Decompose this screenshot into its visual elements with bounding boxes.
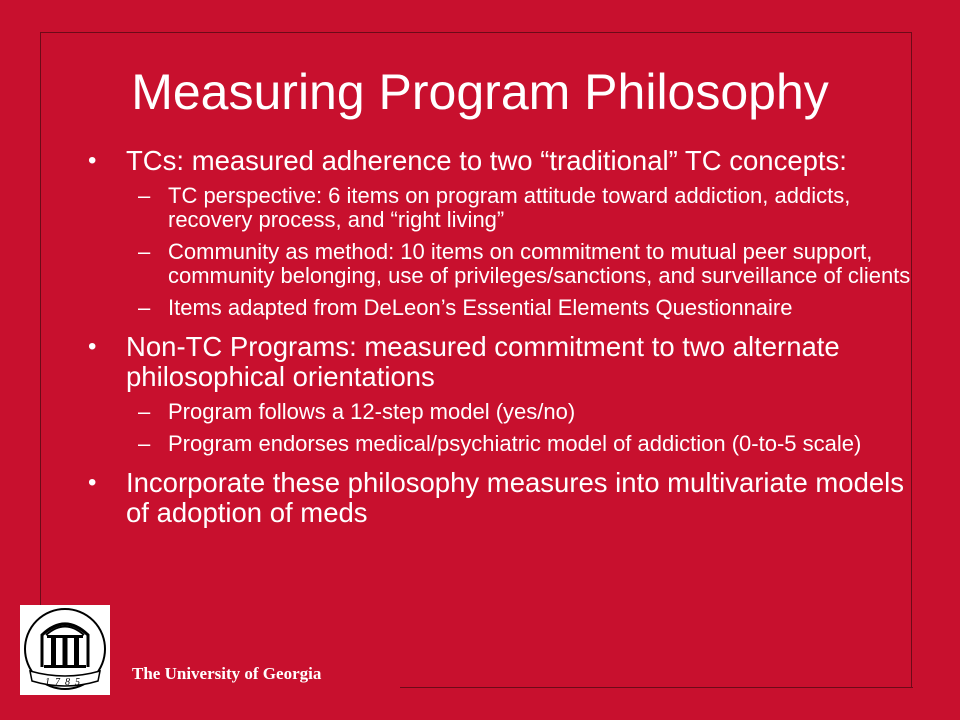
sub-list-non-tc xyxy=(88,400,920,456)
sub-item-text: TC perspective: 6 items on program attitude toward addiction, addicts, recovery process, and “right living” xyxy=(168,183,851,232)
dash-marker: – xyxy=(138,399,151,424)
sub-list-tcs xyxy=(88,184,920,320)
bullet-text: TCs: measured adherence to two “traditional” TC concepts: xyxy=(126,145,847,176)
sub-item-text: Items adapted from DeLeon’s Essential Elements Questionnaire xyxy=(168,295,793,320)
slide-frame-bottom-line xyxy=(400,687,913,688)
sub-item-text: Program endorses medical/psychiatric model of addiction (0-to-5 scale) xyxy=(168,431,862,456)
bullet-incorporate xyxy=(88,468,920,528)
dash-marker: – xyxy=(138,239,151,264)
sub-item xyxy=(88,240,920,288)
bullet-non-tc xyxy=(88,332,920,392)
slide-body xyxy=(88,146,920,538)
bullet-text: Incorporate these philosophy measures into multivariate models of adoption of meds xyxy=(126,467,905,528)
sub-item xyxy=(88,432,920,456)
sub-item-text: Program follows a 12-step model (yes/no) xyxy=(168,399,576,424)
logo-year: 1785 xyxy=(45,677,85,688)
bullet-tcs xyxy=(88,146,920,176)
dash-marker: – xyxy=(138,295,151,320)
sub-item xyxy=(88,184,920,232)
slide-title: Measuring Program Philosophy xyxy=(131,64,829,120)
dash-marker: – xyxy=(138,183,151,208)
university-logo xyxy=(20,605,110,695)
dash-marker: – xyxy=(138,431,151,456)
sub-item xyxy=(88,400,920,424)
sub-item xyxy=(88,296,920,320)
bullet-text: Non-TC Programs: measured commitment to two alternate philosophical orientations xyxy=(126,331,840,392)
university-name: The University of Georgia xyxy=(132,664,322,683)
sub-item-text: Community as method: 10 items on commitment to mutual peer support, community belonging, use of privileges/sanctions, and surveillance of clients xyxy=(168,239,911,288)
arch-columns-icon xyxy=(20,605,110,695)
